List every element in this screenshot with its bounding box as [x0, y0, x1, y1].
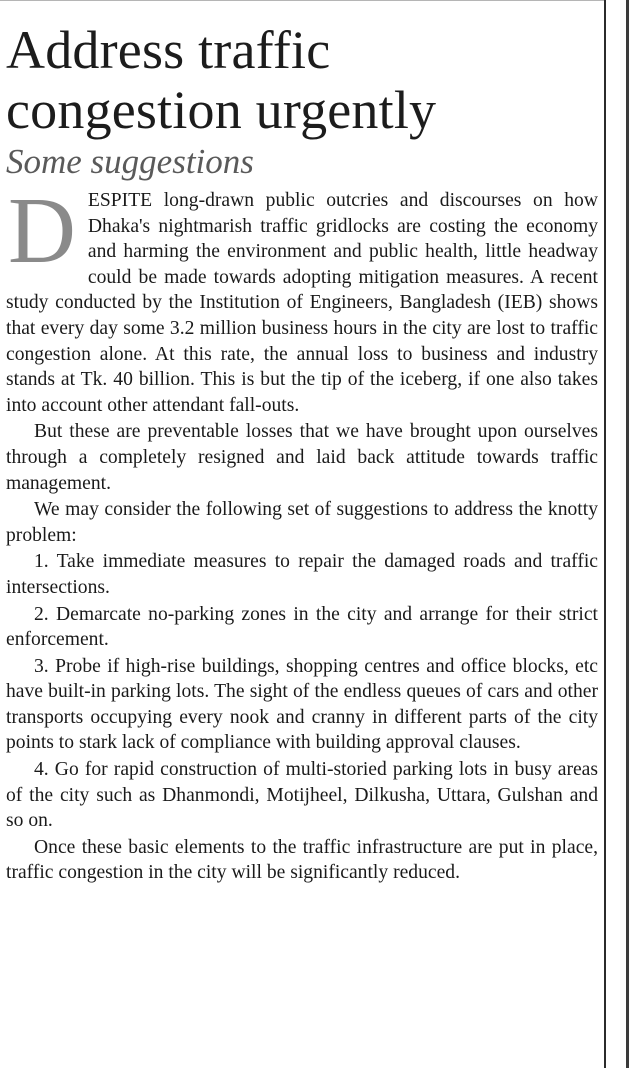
headline: [6, 0, 598, 140]
paragraph-3: We may consider the following set of suggestions to address the knotty problem:: [6, 499, 598, 546]
paragraph-2: But these are preventable losses that we have brought upon ourselves through a completely resigned and laid back attitude towards traffic management.: [6, 421, 598, 494]
subheadline: Some suggestions: [6, 142, 254, 181]
lede-text: ESPITE long-drawn public outcries and discourses on how Dhaka's nightmarish traffic gridlocks are costing the economy and harming the environment and public health, little headway could be made towards adopting mitigation measures. A recent study conducted by the Institution of Engineers, Bangladesh (IEB) shows that every day some 3.2 million business hours in the city are lost to traffic congestion alone. At this rate, the annual loss to business and industry stands at Tk. 40 billion. This is but the tip of the iceberg, if one also takes into account other attendant fall-outs.: [6, 190, 598, 416]
suggestion-2: 2. Demarcate no-parking zones in the city and arrange for their strict enforcement.: [6, 603, 598, 651]
suggestion-4: 4. Go for rapid construction of multi-storied parking lots in busy areas of the city such as Dhanmondi, Motijheel, Dilkusha, Uttara, Gulshan and so on.: [6, 759, 598, 832]
editorial-column: [6, 0, 598, 887]
headline-line-2: congestion urgently: [6, 80, 437, 140]
article-body: [6, 179, 598, 886]
drop-cap: D: [8, 179, 76, 283]
suggestion-3: 3. Probe if high-rise buildings, shopping centres and office blocks, etc have built-in parking lots. The sight of the endless queues of cars and other transports occupying every nook and cranny in different parts of the city points to stark lack of compliance with building approval clauses.: [6, 655, 598, 754]
suggestion-1: 1. Take immediate measures to repair the damaged roads and traffic intersections.: [6, 551, 598, 598]
lede-paragraph: [6, 179, 598, 418]
column-divider-rule: [604, 0, 606, 1068]
headline-line-1: Address traffic: [6, 20, 331, 80]
closing-paragraph: Once these basic elements to the traffic infrastructure are put in place, traffic congestion in the city will be significantly reduced.: [6, 836, 598, 884]
